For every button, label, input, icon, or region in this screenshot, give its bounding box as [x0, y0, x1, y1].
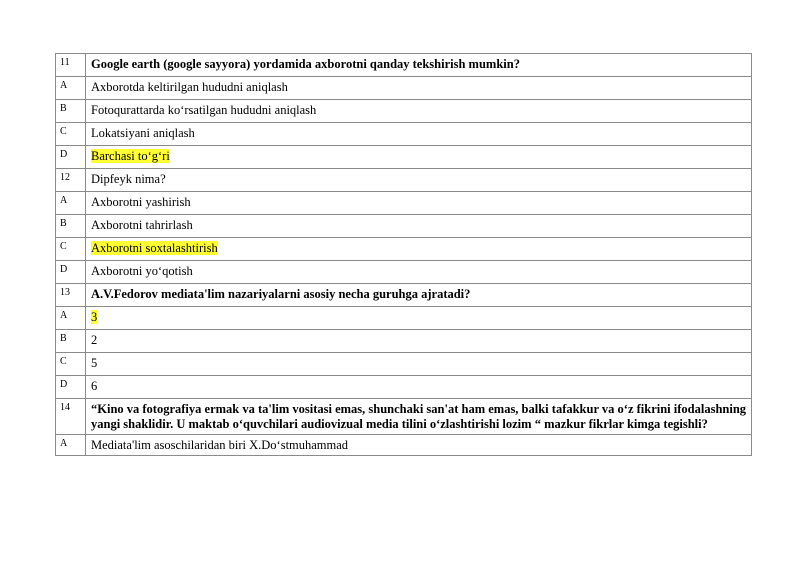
option-text-cell	[86, 146, 752, 169]
option-row	[56, 100, 752, 123]
option-text: 6	[86, 376, 752, 399]
question-text: A.V.Fedorov mediata'lim nazariyalarni asosiy necha guruhga ajratadi?	[86, 284, 752, 307]
option-text: Axborotni yo‘qotish	[86, 261, 752, 284]
option-row	[56, 435, 752, 456]
option-letter: A	[56, 435, 86, 456]
option-row	[56, 123, 752, 146]
option-text: 2	[86, 330, 752, 353]
option-text-cell	[86, 238, 752, 261]
option-row	[56, 77, 752, 100]
question-number: 11	[56, 54, 86, 77]
option-text: Lokatsiyani aniqlash	[86, 123, 752, 146]
question-text: Dipfeyk nima?	[86, 169, 752, 192]
option-row	[56, 376, 752, 399]
question-number: 12	[56, 169, 86, 192]
option-row	[56, 215, 752, 238]
option-text: Axborotni yashirish	[86, 192, 752, 215]
option-letter: C	[56, 238, 86, 261]
option-text-cell	[86, 307, 752, 330]
option-text: Fotoqurattarda ko‘rsatilgan hududni aniqlash	[86, 100, 752, 123]
quiz-table	[55, 53, 752, 456]
option-letter: C	[56, 123, 86, 146]
option-letter: B	[56, 215, 86, 238]
option-row	[56, 238, 752, 261]
question-row	[56, 169, 752, 192]
option-letter: C	[56, 353, 86, 376]
option-text: Axborotni tahrirlash	[86, 215, 752, 238]
question-text: Google earth (google sayyora) yordamida axborotni qanday tekshirish mumkin?	[86, 54, 752, 77]
option-letter: D	[56, 376, 86, 399]
question-row	[56, 399, 752, 435]
correct-answer-highlight: Barchasi to‘g‘ri	[91, 149, 170, 163]
option-letter: A	[56, 307, 86, 330]
question-text: “Kino va fotografiya ermak va ta'lim vositasi emas, shunchaki san'at ham emas, balki tafakkur va o‘z fikrini ifodalashning yangi shaklidir. U maktab o‘quvchilari audiovizual media tilini o‘zlashtirishi lozim “ mazkur fikrlar kimga tegishli?	[86, 399, 752, 435]
question-row	[56, 284, 752, 307]
question-number: 13	[56, 284, 86, 307]
question-number: 14	[56, 399, 86, 435]
option-letter: D	[56, 261, 86, 284]
option-text: Mediata'lim asoschilaridan biri X.Do‘stmuhammad	[86, 435, 752, 456]
correct-answer-highlight: Axborotni soxtalashtirish	[91, 241, 218, 255]
option-row	[56, 307, 752, 330]
option-letter: A	[56, 77, 86, 100]
option-row	[56, 192, 752, 215]
option-letter: D	[56, 146, 86, 169]
option-row	[56, 353, 752, 376]
option-text: Axborotda keltirilgan hududni aniqlash	[86, 77, 752, 100]
option-text: 5	[86, 353, 752, 376]
option-row	[56, 330, 752, 353]
option-row	[56, 146, 752, 169]
correct-answer-highlight: 3	[91, 310, 98, 324]
question-row	[56, 54, 752, 77]
option-letter: A	[56, 192, 86, 215]
option-letter: B	[56, 100, 86, 123]
option-row	[56, 261, 752, 284]
option-letter: B	[56, 330, 86, 353]
